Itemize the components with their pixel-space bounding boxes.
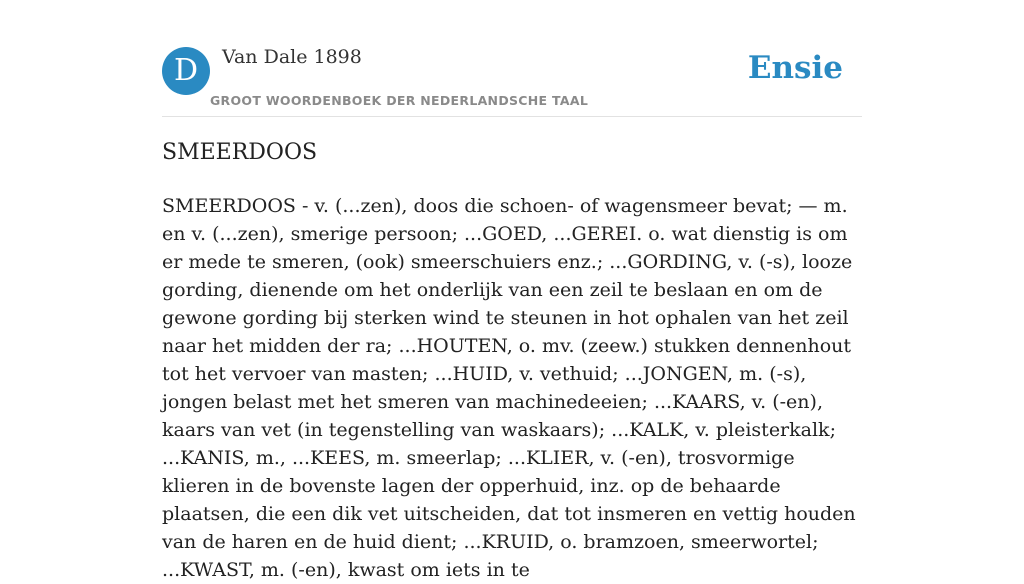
dictionary-title[interactable]: Van Dale 1898 — [222, 46, 362, 68]
dictionary-subtitle: GROOT WOORDENBOEK DER NEDERLANDSCHE TAAL — [210, 93, 589, 108]
entry-definition: SMEERDOOS - v. (...zen), doos die schoen- of wagensmeer bevat; — m. en v. (...zen), smerige persoon; ...GOED, ...GEREI. o. wat dienstig is om er mede te smeren, (ook) smeerschuiers enz.; ...GORDING, v. (-s), looze gording, dienende om het onderlijk van een zeil te beslaan en om de gewone gording bij sterken wind te steunen in hot ophalen van het zeil naar het midden der ra; ...HOUTEN, o. mv. (zeew.) stukken dennenhout tot het vervoer van masten; ...HUID, v. vethuid; ...JONGEN, m. (-s), jongen belast met het smeren van machinedeeien; ...KAARS, v. (-en), kaars van vet (in tegenstelling van waskaars); ...KALK, v. pleisterkalk; ...KANIS, m., ...KEES, m. smeerlap; ...KLIER, v. (-en), trosvormige klieren in de bovenste lagen der opperhuid, inz. op de behaarde plaatsen, die een dik vet uitscheiden, dat tot insmeren en vettig houden van de haren en de huid dient; ...KRUID, o. bramzoen, smeerwortel; ...KWAST, m. (-en), kwast om iets in te — [162, 195, 856, 581]
header — [162, 0, 862, 117]
ensie-brand-link[interactable]: Ensie — [747, 50, 843, 86]
entry-title: SMEERDOOS — [162, 140, 318, 165]
dictionary-logo[interactable]: D — [162, 47, 210, 95]
